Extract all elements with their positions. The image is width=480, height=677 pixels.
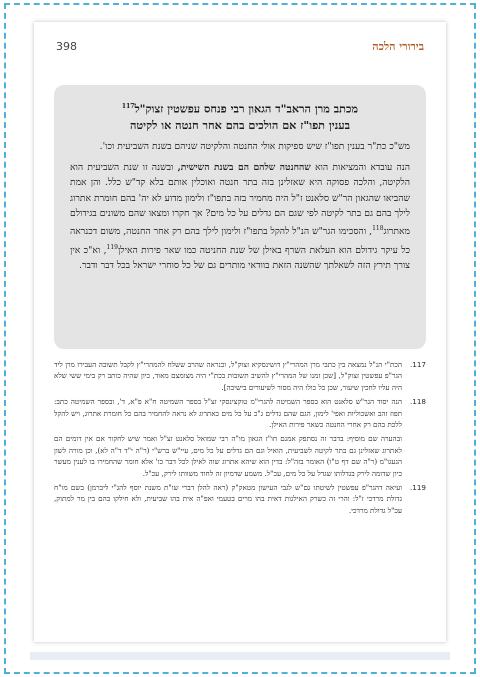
letter-box <box>54 85 426 349</box>
footnote <box>54 396 426 430</box>
footnote-number <box>402 433 426 479</box>
footnote-text: הנה יסוד הגר"ש סלאנט הוא בספר השמיטה להגרי"מ טוקצינסקי זצ"ל בספר השמיטה ח"א פ"א, ד', ובספר השמיטה כתב: תפוז זהב ואשכוליות ואפי' לימון, הגם שהם גדלים ג"כ על כל מים כאתרוג לא נראה להחמיר בהם כל חומרת אתרוג, ויש להקל ללכת בהם רק אחרי החנטה כשאר פירות האילן. <box>54 397 402 430</box>
footnote <box>54 482 426 516</box>
footnote-ref-117[interactable]: 117 <box>121 103 135 110</box>
letter-heading <box>70 99 410 133</box>
running-title: בירורי הלכה <box>372 40 424 53</box>
footnote <box>54 359 426 393</box>
footnote-continuation <box>54 433 426 479</box>
footnote-number: 117. <box>409 360 426 369</box>
footnote-ref-119[interactable]: 119 <box>106 243 118 251</box>
bottom-bar <box>30 652 450 660</box>
letter-paragraph-1: מש"כ כת"ר בענין תפו"ז שיש ספיקות אולי החנטה והלקיטה שניהם בשנת השביעית וכו'. <box>99 140 410 152</box>
footnote-ref-118[interactable]: 118 <box>372 225 384 233</box>
heading-line-1: מכתב מרן הראב"ד הגאון רבי פנחס עפשטין זצוק"ל <box>134 101 359 116</box>
document-page <box>34 22 446 642</box>
paragraph-2-bold: שהחנטה שלהם הם בשנת השישית, <box>177 162 311 174</box>
letter-paragraph-2 <box>70 160 410 273</box>
paragraph-2-text-b: ובשנה זו שנת השביעית הוא הלקיטה, והלכה פסוקה היא שאזלינן בזה בתר חנטה ואוכלין אותם בלא קד"ש כלל. והן אמת שהביאו שהגאון הר"ש סלאנט ז"ל היה מחמיר בזה בתפו"ז ולימון מדוע לא יה' בהם חומרת אתרוג לילך בהם גם בתר לקיטה לפי שגם הם גדלים על כל מים? אך חקרו ומצאו שהם משונים בגידולם מאתרוג <box>70 162 410 238</box>
footnote-text: ועיאה דהגר"פ עפשטין לשיטתו גם"ש לגבי העישון מטאק"ק (ראה להלן דברי שו"ת משנת יוסף להג"י ליברמן) בשם מו"ח גדולת מרדכי ז"ל: והרי זה כשרק האילנות דאית בהו מרים בטעמי ואפ"ה אית בהו שביעית, ולא חילקו בהם בין מר למתוק, עכ"ל גדולת מרדכי. <box>54 483 402 515</box>
heading-line-2: בענין תפו"ז אם הולכים בהם אחר חנטה או לקיטה <box>129 117 351 132</box>
footnote-number: 118. <box>409 397 426 407</box>
footnote-text: ובהערה שם מוסיף: בדבר זה נסתפק אמנם חו"ז הגאון מו"ה רבי שמואל סלאנט זצ"ל ואמר שיש לחקור אם אין דומים הם לאתרוג שאזלינן גם בתר לקיטה לשביעית, הואיל וגם הם גדלים על כל מים, עיי"ש ברש"י (ר"ה י"ד ד"ה לא), וכן מורה לשון הגעגו"מ (ר"ה שם דף ט"ו) האומר בזה"ל: בדין הוא שיהא אתרוג שוה לאילן לכל דבר כו' אלא חומר שהחמירו בו לענין מעשר כיון שדומה לירק בגדלותו שגדל על כל מים, עכ"ל. משמע שדמיון זה לחוד משוותו לירק, עכ"ל. <box>54 434 402 478</box>
footnote-number: 119. <box>409 483 426 493</box>
running-header <box>56 40 424 56</box>
paragraph-2-text-d: , וא"כ אין צורך תירץ הזה לשאלתך שהשנה הזאת בוודאי מותרים גם של כל סוחרי ישראל בכל דבר ודבר. <box>70 244 410 271</box>
page-number: 398 <box>56 40 77 53</box>
paragraph-2-text-a: הנה עובדא והמציאות הוא <box>310 162 411 174</box>
footnote-text: הכת"י הנ"ל נמצאה בין כתבי מרן המהרי"ץ דושינסקיא זצוק"ל, וכנראה שהרב ששלח להמהרי"ץ לקבל תשובה העבירו מרן ליד הגר"פ עפשטין זצוק"ל, [שכן זמנו של המהרי"ץ להשיב תשובות בכת"י היה מצומצם מאוד, כיון שהיה כותב רק בימי ששי שלא היה עליו לחכין שיעור, שכן כל כולו היה מסור לשיעורים בישיבה]. <box>54 360 402 392</box>
paragraph-2-text-c: , והסכימו הגר"ש הנ"ל להקל בתפו"ז ולימון לילך בהם רק אחר החנטה, משום דכנראה כל עיקר גידולם הוא העלאת השרף באילן של שנת החניטה כמו שאר פירות האילן <box>70 226 411 256</box>
footnotes <box>54 359 426 519</box>
